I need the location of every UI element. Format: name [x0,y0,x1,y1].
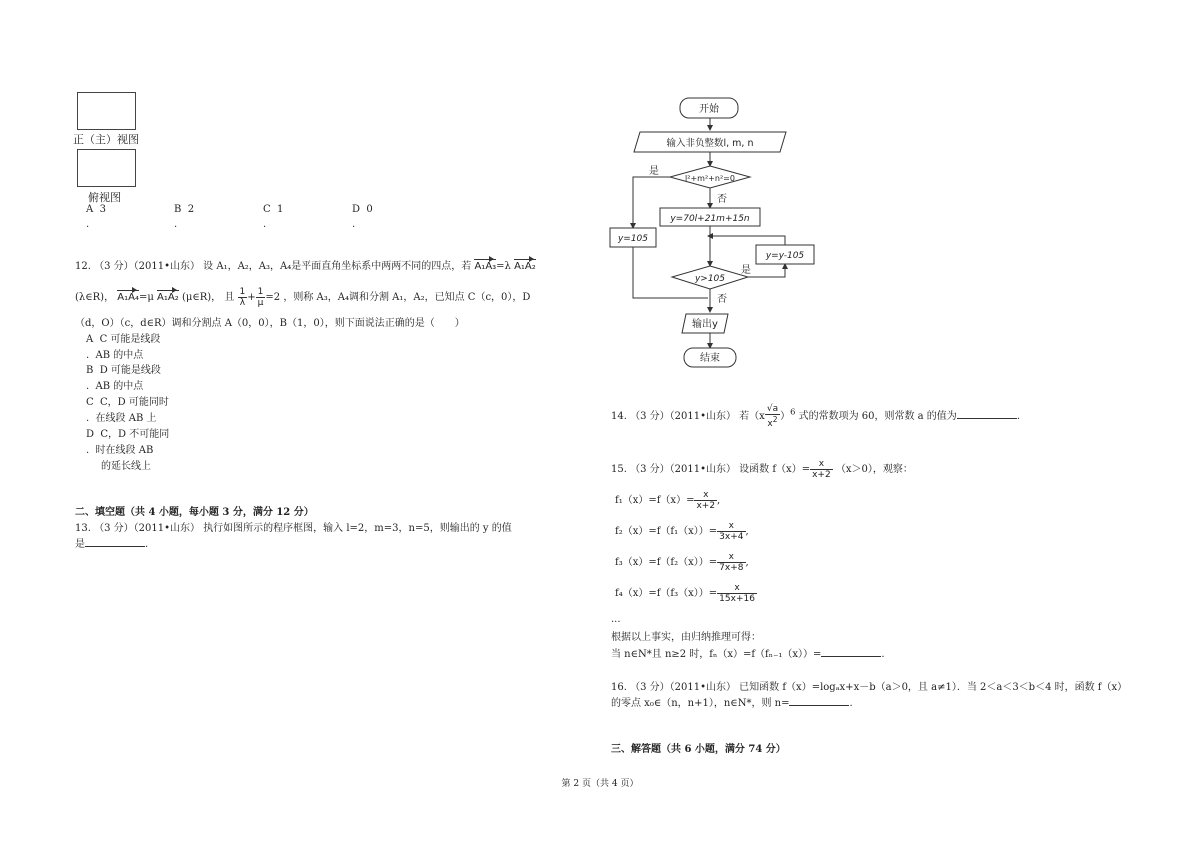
q11-option-a: A 3 [86,204,106,215]
fraction-f: $\frac{x}{x+2}$ [812,459,831,480]
flow-yes1-label: 是 [649,166,659,177]
fraction-f2: $\frac{x}{3x+4}$ [719,521,744,542]
flowchart [600,90,840,380]
top-view-label: 俯视图 [88,191,121,204]
flow-no2-label: 否 [717,294,727,305]
answer-blank[interactable] [821,647,881,657]
q15-line-answer: 当 n∈N*且 n≥2 时，fₙ（x）=f（fₙ₋₁（x））= . [611,649,885,660]
flow-output-label: 输出y [692,319,718,330]
q13-line1: 13. （3 分）（2011•山东） 执行如图所示的程序框图，输入 l=2，m=3，n=5，则输出的 y 的值 [75,523,512,534]
flow-yes2-label: 是 [741,265,751,276]
fraction-f3: $\frac{x}{7x+8}$ [719,552,744,573]
q15-f4: f₄（x）=f（f₃（x））= $\frac{x}{15x+16}$ [615,583,755,604]
flow-end-label: 结束 [700,353,720,364]
q11-option-dot: . [352,219,356,230]
q12-option-a: A C 可能是线段 [86,334,161,345]
flow-calc-label: y=70l+21m+15n [670,214,750,224]
q11-option-b: B 2 [174,204,195,215]
fraction-root-a-over-x2: $\frac{√a}{x^2}$ [766,404,779,429]
q16-line1: 16. （3 分）（2011•山东） 已知函数 f（x）=logₐx+x－b（a＞0，且 a≠1）．当 2＜a＜3＜b＜4 时，函数 f（x） [611,682,1128,693]
q15-line1: 15. （3 分）（2011•山东） 设函数 f（x）= $\frac{x}{x+2}$ （x＞0），观察： [611,459,913,480]
flow-no1-label: 否 [717,194,727,205]
q12-option-d-line3: 的延长线上 [101,461,151,472]
q11-option-d: D 0 [352,204,373,215]
q12-line2: (λ∈R)， A₁A₄=μ A₁A₂ (μ∈R)， 且 $\frac{1}{\lambda}$ + $\frac{1}{\mu}$ =2 ，则称 A₃，A₄调和分割 A₁，A₂，已知点 C（c，0），D [75,287,531,308]
vector-a1a2: A₁A₂ [514,261,536,272]
q11-option-c: C 1 [263,204,284,215]
q15-f3: f₃（x）=f（f₂（x））= $\frac{x}{7x+8}$ , [615,552,749,573]
q11-option-dot: . [174,219,178,230]
section-2-heading: 二、填空题（共 4 小题，每小题 3 分，满分 12 分） [75,507,314,518]
q15-f2: f₂（x）=f（f₁（x））= $\frac{x}{3x+4}$ , [615,521,749,542]
q12-option-d: D C，D 不可能同 [86,429,170,440]
q15-f1: f₁（x）=f（x）= $\frac{x}{x+2}$ , [615,490,721,511]
q12-option-b-line2: . AB 的中点 [86,381,144,392]
fraction-f4: $\frac{x}{15x+16}$ [719,583,755,604]
flow-cond2-label: y>105 [694,274,726,284]
q12-option-c-line2: . 在线段 AB 上 [86,413,157,424]
q12-option-c: C C，D 可能同时 [86,397,169,408]
q12-option-b: B D 可能是线段 [86,365,161,376]
q15-dots: ... [611,614,621,625]
flow-input-label: 输入非负整数l, m, n [666,138,754,149]
q12-line3: （d，O）（c，d∈R）调和分割点 A（0，0），B（1，0），则下面说法正确的是（ ） [75,318,465,329]
q15-line-facts: 根据以上事实，由归纳推理可得： [611,632,761,643]
flow-start-label: 开始 [699,104,719,115]
q16-line2: 的零点 x₀∈（n，n+1），n∈N*，则 n= . [611,698,853,709]
q11-option-dot: . [263,219,267,230]
vector-a1a2: A₁A₂ [157,292,179,303]
fraction-one-over-mu: $\frac{1}{\mu}$ [257,287,264,308]
flow-cond1-label: l²+m²+n²=0 [685,174,735,183]
answer-blank[interactable] [957,409,1017,419]
answer-blank[interactable] [789,696,849,706]
front-view-label: 正（主）视图 [73,133,139,146]
q11-option-dot: . [86,219,90,230]
page-footer: 第 2 页（共 4 页） [561,779,639,789]
fraction-f1: $\frac{x}{x+2}$ [696,490,716,511]
fraction-one-over-lambda: $\frac{1}{\lambda}$ [239,287,246,308]
top-view-box [77,149,136,187]
answer-blank[interactable] [85,537,145,547]
q13-line2: 是 . [75,539,149,550]
section-3-heading: 三、解答题（共 6 小题，满分 74 分） [611,744,786,755]
vector-a1a3: A₁A₃ [474,261,497,272]
flow-yminus-label: y=y-105 [765,251,805,261]
vector-a1a4: A₁A₄ [117,292,139,303]
flow-y105-label: y=105 [617,234,649,244]
q14-line: 14. （3 分）（2011•山东） 若（x $\frac{√a}{x^2}$ ）$^6$ 式的常数项为 60，则常数 a 的值为 . [611,404,1020,429]
q12-option-d-line2: . 时在线段 AB [86,445,154,456]
front-view-box [77,92,136,130]
q12-line1: 12. （3 分）（2011•山东） 设 A₁，A₂，A₃，A₄是平面直角坐标系中两两不同的四点，若 A₁A₃=λ A₁A₂ [75,261,536,272]
q12-option-a-line2: . AB 的中点 [86,350,144,361]
